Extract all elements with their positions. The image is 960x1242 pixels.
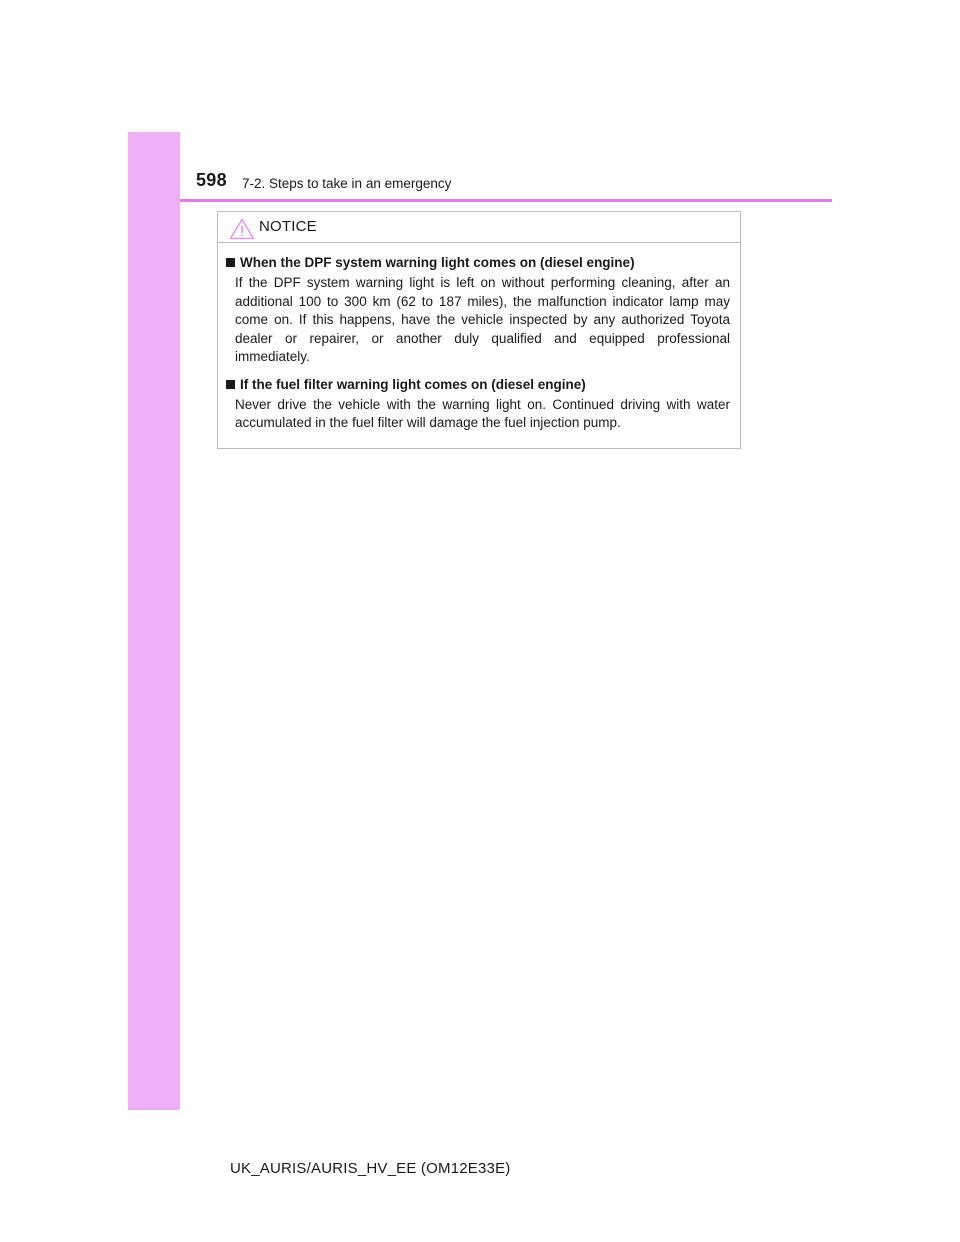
notice-title: NOTICE: [259, 218, 317, 235]
square-bullet-icon: [226, 258, 235, 267]
item-heading: [226, 375, 730, 395]
square-bullet-icon: [226, 380, 235, 389]
chapter-side-band: [128, 132, 180, 1110]
item-text: If the DPF system warning light is left on without performing cleaning, after an additional 100 to 300 km (62 to 187 miles), the malfunction indicator lamp may come on. If this happens, have the vehicle inspected by any authorized Toyota dealer or repairer, or another duly qualified and equipped professional immediately.: [235, 275, 730, 364]
notice-item-fuel-filter: [226, 375, 730, 433]
notice-body: [218, 243, 740, 433]
item-heading-text: If the fuel filter warning light comes on (diesel engine): [240, 376, 586, 392]
section-title: 7-2. Steps to take in an emergency: [242, 176, 452, 191]
notice-header: [218, 212, 740, 243]
header-divider: [180, 199, 832, 202]
item-heading: [226, 253, 730, 273]
footer-model-code: UK_AURIS/AURIS_HV_EE (OM12E33E): [230, 1160, 511, 1177]
warning-triangle-icon: [229, 218, 255, 240]
item-text: Never drive the vehicle with the warning light on. Continued driving with water accumulated in the fuel filter will damage the fuel injection pump.: [235, 396, 730, 430]
notice-box: [217, 211, 741, 449]
item-heading-text: When the DPF system warning light comes on (diesel engine): [240, 255, 635, 270]
notice-item-dpf: [226, 253, 730, 367]
page-number: 598: [196, 170, 227, 190]
